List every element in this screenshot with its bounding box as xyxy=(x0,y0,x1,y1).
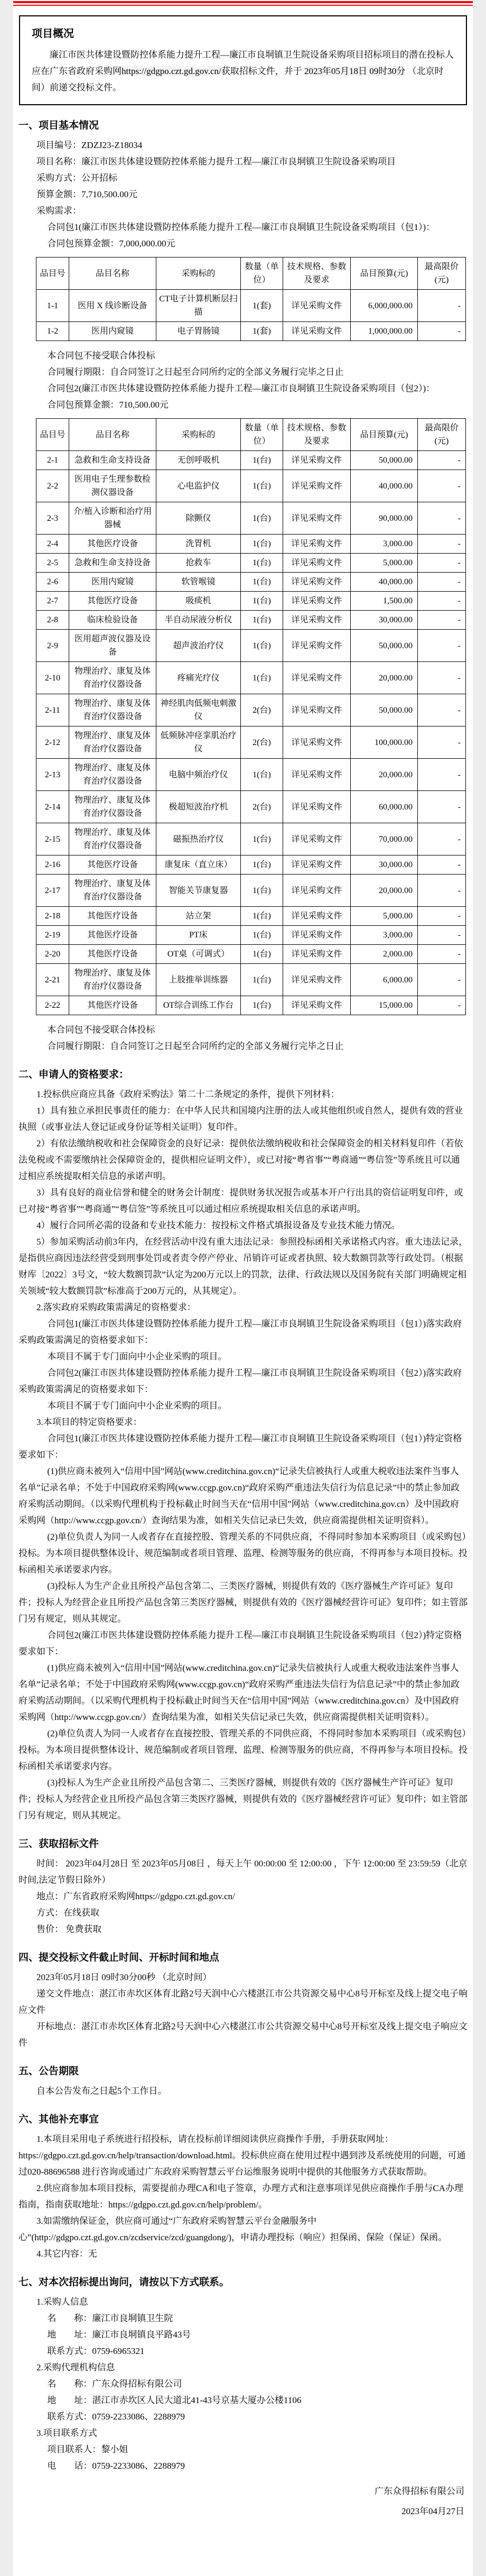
paragraph: 1）具有独立承担民事责任的能力：在中华人民共和国境内注册的法人或其他组织或自然人，提供有效的营业执照（或事业法人登记证或身份证等相关证明）复印件。 xyxy=(18,1106,463,1132)
item-spec: 详见采购文件 xyxy=(283,823,351,855)
item-name: 物理治疗、康复及体育治疗仪器设备 xyxy=(69,694,156,726)
item-spec: 详见采购文件 xyxy=(283,554,351,573)
item-no: 2-13 xyxy=(36,759,69,791)
item-name: 其他医疗设备 xyxy=(69,535,156,554)
item-no: 2-21 xyxy=(36,964,69,996)
item-spec: 详见采购文件 xyxy=(283,535,351,554)
paragraph: 合同包1(廉江市医共体建设暨防控体系能力提升工程—廉江市良垌镇卫生院设备采购项目（包1）)落实政府采购政策需满足的资格要求如下： xyxy=(18,1319,462,1345)
item-budget: 1,000,000.00 xyxy=(351,322,418,341)
paragraph: 开标地点：湛江市赤坎区体育北路2号天润中心六楼湛江市公共资源交易中心8号开标室及线上提交电子响应文件 xyxy=(18,2021,468,2048)
item-budget: 6,000.00 xyxy=(351,964,418,996)
item-no: 2-22 xyxy=(36,996,69,1015)
overview-text-part3: （北京时间）前递交投标文件。 xyxy=(32,66,444,93)
item-qty: 1(台) xyxy=(241,592,283,611)
item-budget: 50,000.00 xyxy=(351,630,418,662)
item-no: 2-1 xyxy=(36,451,69,470)
item-no: 2-3 xyxy=(36,502,69,535)
item-name: 医用 X 线诊断设备 xyxy=(69,290,156,322)
item-budget: 5,000.00 xyxy=(351,907,418,926)
item-name: 物理治疗、康复及体育治疗仪器设备 xyxy=(69,875,156,907)
column-header: 技术规格、参数及要求 xyxy=(283,419,351,451)
item-budget: 1,500.00 xyxy=(351,592,418,611)
section3-body xyxy=(18,1855,468,1937)
signature-block xyxy=(18,2481,468,2522)
item-no: 1-2 xyxy=(36,322,69,341)
procurement-site-url: https://gdgpo.czt.gd.gov.cn/ xyxy=(121,66,221,76)
paragraph: 合同包2(廉江市医共体建设暨防控体系能力提升工程—廉江市良垌镇卫生院设备采购项目（包2）)落实政府采购政策需满足的资格要求如下： xyxy=(18,1368,462,1394)
section1-heading: 一、项目基本情况 xyxy=(18,120,99,131)
overview-text-part2: 获取招标文件，并于 xyxy=(221,66,304,76)
paragraph: 2.采购代理机构信息 xyxy=(36,2362,115,2372)
column-header: 品目号 xyxy=(36,419,69,451)
item-qty: 1(台) xyxy=(241,759,283,791)
item-cap: - xyxy=(418,630,466,662)
item-spec: 详见采购文件 xyxy=(283,996,351,1015)
paragraph: 合同包2(廉江市医共体建设暨防控体系能力提升工程—廉江市良垌镇卫生院设备采购项目（包2）)特定资格要求如下： xyxy=(18,1630,462,1657)
paragraph: 2.供应商参加本项目投标，需要提前办理CA和电子签章，办理方式和注意事项详见供应商操作手册与CA办理指南，指南获取地址：https://gdgpo.czt.gd.gov.cn/help/problem/。 xyxy=(18,2183,463,2210)
item-budget: 40,000.00 xyxy=(351,470,418,502)
item-spec: 详见采购文件 xyxy=(283,470,351,502)
item-budget: 90,000.00 xyxy=(351,502,418,535)
section5-body xyxy=(18,2083,468,2099)
item-name: 物理治疗、康复及体育治疗仪器设备 xyxy=(69,823,156,855)
paragraph: 项目联系人：黎小姐 xyxy=(47,2444,128,2454)
item-qty: 1(套) xyxy=(241,290,283,322)
paragraph: 本项目不属于专门面向中小企业采购的项目。 xyxy=(47,1401,227,1411)
paragraph: 地点：广东省政府采购网https://gdgpo.czt.gd.gov.cn/ xyxy=(36,1891,235,1901)
column-header: 品目号 xyxy=(36,257,69,290)
item-budget: 5,000.00 xyxy=(351,554,418,573)
item-spec: 详见采购文件 xyxy=(283,964,351,996)
item-no: 2-5 xyxy=(36,554,69,573)
item-budget: 50,000.00 xyxy=(351,694,418,726)
item-target: 半自动尿液分析仪 xyxy=(156,611,241,630)
table-row xyxy=(36,907,466,926)
table-row xyxy=(36,502,466,535)
item-qty: 2(台) xyxy=(241,726,283,759)
item-no: 2-18 xyxy=(36,907,69,926)
item-no: 2-14 xyxy=(36,791,69,823)
item-target: 磁振热治疗仪 xyxy=(156,823,241,855)
item-cap: - xyxy=(418,945,466,964)
item-qty: 1(台) xyxy=(241,926,283,945)
table-row xyxy=(36,592,466,611)
item-no: 2-2 xyxy=(36,470,69,502)
item-name: 医用内窥镜 xyxy=(69,322,156,341)
item-target: 无创呼吸机 xyxy=(156,451,241,470)
item-target: OT综合训练工作台 xyxy=(156,996,241,1015)
item-target: 电子胃肠镜 xyxy=(156,322,241,341)
section2-heading: 二、申请人的资格要求： xyxy=(18,1069,129,1080)
item-budget: 3,000.00 xyxy=(351,535,418,554)
item-spec: 详见采购文件 xyxy=(283,759,351,791)
item-target: 康复床（直立床） xyxy=(156,855,241,875)
item-budget: 3,000.00 xyxy=(351,926,418,945)
item-spec: 详见采购文件 xyxy=(283,662,351,694)
paragraph: 方式：在线获取 xyxy=(36,1908,99,1918)
paragraph: 联系方式：0759-2233086、2288979 xyxy=(47,2412,185,2422)
item-qty: 1(台) xyxy=(241,823,283,855)
item-spec: 详见采购文件 xyxy=(283,726,351,759)
item-qty: 1(台) xyxy=(241,996,283,1015)
paragraph: 本合同包不接受联合体投标 xyxy=(47,1025,155,1035)
item-qty: 1(台) xyxy=(241,554,283,573)
paragraph: 合同履行期限：自合同签订之日起至合同所约定的全部义务履行完毕之日止 xyxy=(47,1041,344,1051)
paragraph: 联系方式：0759-6965321 xyxy=(47,2346,145,2356)
table-row xyxy=(36,535,466,554)
paragraph: 1.采购人信息 xyxy=(36,2297,88,2307)
table-row xyxy=(36,611,466,630)
item-spec: 详见采购文件 xyxy=(283,451,351,470)
column-header: 品目名称 xyxy=(69,419,156,451)
paragraph: 1.本项目采用电子系统进行招投标，请在投标前详细阅读供应商操作手册，手册获取网址：https://gdgpo.czt.gd.gov.cn/help/transaction/download.html。投标供应商在使用过程中遇到涉及系统使用的问题，可通过020-88696588 进行咨询或通过广东政府采购智慧云平台运维服务说明中提供的其他服务方式获取帮助。 xyxy=(18,2134,466,2177)
paragraph: 本合同包不接受联合体投标 xyxy=(47,351,155,361)
item-spec: 详见采购文件 xyxy=(283,592,351,611)
item-no: 2-7 xyxy=(36,592,69,611)
paragraph: 3.本项目的特定资格要求： xyxy=(36,1417,142,1427)
table-row xyxy=(36,554,466,573)
item-cap: - xyxy=(418,573,466,592)
item-name: 急救和生命支持设备 xyxy=(69,554,156,573)
item-no: 2-15 xyxy=(36,823,69,855)
item-name: 物理治疗、康复及体育治疗仪器设备 xyxy=(69,964,156,996)
item-no: 2-4 xyxy=(36,535,69,554)
table-row xyxy=(36,451,466,470)
item-target: 智能关节康复器 xyxy=(156,875,241,907)
top-red-rule-thin xyxy=(13,5,473,6)
item-cap: - xyxy=(418,907,466,926)
item-name: 其他医疗设备 xyxy=(69,592,156,611)
item-spec: 详见采购文件 xyxy=(283,875,351,907)
item-name: 物理治疗、康复及体育治疗仪器设备 xyxy=(69,726,156,759)
announcement-date: 2023年04月27日 xyxy=(401,2506,464,2516)
item-no: 2-12 xyxy=(36,726,69,759)
top-red-rule-thick xyxy=(13,1,473,3)
table-header-row xyxy=(36,419,466,451)
item-cap: - xyxy=(418,964,466,996)
table-row xyxy=(36,945,466,964)
item-budget: 50,000.00 xyxy=(351,451,418,470)
column-header: 最高限价(元) xyxy=(418,257,466,290)
item-cap: - xyxy=(418,451,466,470)
paragraph: 售价： 免费获取 xyxy=(36,1924,102,1934)
item-no: 2-20 xyxy=(36,945,69,964)
section4-heading: 四、提交投标文件截止时间、开标时间和地点 xyxy=(18,1952,220,1963)
paragraph: (2)单位负责人为同一人或者存在直接控股、管理关系的不同供应商，不得同时参加本采购项目（或采购包）投标。为本项目提供整体设计、规范编制或者项目管理、监理、检测等服务的供应商，不得再参与本项目投标。投标函相关承诺要求内容。 xyxy=(18,1728,468,1771)
item-qty: 1(台) xyxy=(241,875,283,907)
item-name: 医用电子生理参数检测仪器设备 xyxy=(69,470,156,502)
item-cap: - xyxy=(418,290,466,322)
section3-heading: 三、获取招标文件 xyxy=(18,1838,99,1850)
item-spec: 详见采购文件 xyxy=(283,573,351,592)
item-budget: 70,000.00 xyxy=(351,823,418,855)
item-qty: 2(台) xyxy=(241,694,283,726)
overview-text-part1: 廉江市医共体建设暨防控体系能力提升工程—廉江市良垌镇卫生院设备采购项目招标项目的潜在投标人应在广东省政府采购网 xyxy=(32,50,454,76)
item-cap: - xyxy=(418,611,466,630)
paragraph: (3)投标人为生产企业且所投产品包含第二、三类医疗器械，则提供有效的《医疗器械生产许可证》复印件；投标人为经营企业且所投产品包含第三类医疗器械，则提供有效的《医疗器械经营许可证》复印件；如主管部门另有规定，则从其规定。 xyxy=(18,1778,468,1820)
item-budget: 6,000,000.00 xyxy=(351,290,418,322)
paragraph: 合同履行期限：自合同签订之日起至合同所约定的全部义务履行完毕之日止 xyxy=(47,367,344,377)
item-name: 介/植入诊断和治疗用器械 xyxy=(69,502,156,535)
section1-intro xyxy=(18,137,468,252)
item-no: 2-10 xyxy=(36,662,69,694)
table-row xyxy=(36,875,466,907)
table-row xyxy=(36,573,466,592)
item-qty: 1(台) xyxy=(241,945,283,964)
table-row xyxy=(36,823,466,855)
paragraph: 2023年05月18日 09时30分00秒 （北京时间） xyxy=(36,1972,212,1982)
paragraph: 项目名称：廉江市医共体建设暨防控体系能力提升工程—廉江市良垌镇卫生院设备采购项目 xyxy=(36,157,396,167)
paragraph: 自本公告发布之日起5个工作日。 xyxy=(36,2086,167,2096)
paragraph: 时间： 2023年04月28日 至 2023年05月08日 ，每天上午 00:00:00 至 12:00:00 ，下午 12:00:00 至 23:59:59（北京时间,法定节假日除外） xyxy=(18,1859,468,1885)
paragraph: 3.如需缴纳保证金，供应商可通过“广东政府采购智慧云平台金融服务中心”(http://gdgpo.czt.gd.gov.cn/zcdservice/zcd/guangdong/)，申请办理投标（响应）担保函、保险（保证）保函。 xyxy=(18,2216,447,2242)
item-spec: 详见采购文件 xyxy=(283,945,351,964)
item-spec: 详见采购文件 xyxy=(283,630,351,662)
item-qty: 1(台) xyxy=(241,662,283,694)
paragraph: 合同包2(廉江市医共体建设暨防控体系能力提升工程—廉江市良垌镇卫生院设备采购项目（包2）)： xyxy=(47,383,435,393)
paragraph: 采购方式：公开招标 xyxy=(36,173,117,183)
table-header-row xyxy=(36,257,466,290)
paragraph: (3)投标人为生产企业且所投产品包含第二、三类医疗器械，则提供有效的《医疗器械生产许可证》复印件；投标人为经营企业且所投产品包含第三类医疗器械，则提供有效的《医疗器械经营许可证》复印件；如主管部门另有规定，则从其规定。 xyxy=(18,1581,468,1624)
item-target: 超声波治疗仪 xyxy=(156,630,241,662)
item-budget: 30,000.00 xyxy=(351,855,418,875)
table-row xyxy=(36,694,466,726)
item-target: 电脑中频治疗仪 xyxy=(156,759,241,791)
item-cap: - xyxy=(418,662,466,694)
item-no: 2-19 xyxy=(36,926,69,945)
table-row xyxy=(36,791,466,823)
paragraph: 2.落实政府采购政策需满足的资格要求： xyxy=(36,1302,196,1312)
table-row xyxy=(36,926,466,945)
item-budget: 20,000.00 xyxy=(351,662,418,694)
item-no: 1-1 xyxy=(36,290,69,322)
item-cap: - xyxy=(418,726,466,759)
item-cap: - xyxy=(418,926,466,945)
paragraph: 名 称：廉江市良垌镇卫生院 xyxy=(47,2313,173,2323)
agency-signature: 广东众得招标有限公司 xyxy=(375,2486,464,2496)
column-header: 技术规格、参数及要求 xyxy=(283,257,351,290)
item-target: 低频脉冲痉挛肌治疗仪 xyxy=(156,726,241,759)
package1-items-table xyxy=(36,257,466,341)
paragraph: 预算金额：7,710,500.00元 xyxy=(36,189,138,199)
item-qty: 1(套) xyxy=(241,322,283,341)
paragraph: 项目编号：ZDZJ23-Z18034 xyxy=(36,140,143,150)
item-budget: 100,000.00 xyxy=(351,726,418,759)
item-qty: 2(台) xyxy=(241,791,283,823)
item-target: 软管喉镜 xyxy=(156,573,241,592)
item-name: 其他医疗设备 xyxy=(69,996,156,1015)
item-budget: 60,000.00 xyxy=(351,791,418,823)
item-cap: - xyxy=(418,592,466,611)
item-name: 其他医疗设备 xyxy=(69,926,156,945)
item-spec: 详见采购文件 xyxy=(283,855,351,875)
item-target: 神经肌肉低频电刺激仪 xyxy=(156,694,241,726)
item-qty: 1(台) xyxy=(241,964,283,996)
item-spec: 详见采购文件 xyxy=(283,907,351,926)
item-target: 疼痛光疗仪 xyxy=(156,662,241,694)
document-body xyxy=(13,15,473,2522)
item-name: 临床检验设备 xyxy=(69,611,156,630)
item-cap: - xyxy=(418,694,466,726)
item-qty: 1(台) xyxy=(241,451,283,470)
item-budget: 40,000.00 xyxy=(351,573,418,592)
column-header: 最高限价(元) xyxy=(418,419,466,451)
item-cap: - xyxy=(418,759,466,791)
item-spec: 详见采购文件 xyxy=(283,502,351,535)
item-cap: - xyxy=(418,855,466,875)
item-no: 2-17 xyxy=(36,875,69,907)
item-cap: - xyxy=(418,823,466,855)
item-qty: 1(台) xyxy=(241,535,283,554)
item-budget: 30,000.00 xyxy=(351,611,418,630)
item-qty: 1(台) xyxy=(241,855,283,875)
item-name: 物理治疗、康复及体育治疗仪器设备 xyxy=(69,662,156,694)
paragraph: 4.其它内容：无 xyxy=(36,2249,97,2259)
paragraph: 合同包1(廉江市医共体建设暨防控体系能力提升工程—廉江市良垌镇卫生院设备采购项目（包1）)： xyxy=(47,222,435,232)
table-row xyxy=(36,726,466,759)
paragraph: 5）参加采购活动前3年内，在经营活动中没有重大违法记录：参照投标函相关承诺格式内容。重大违法记录，是指供应商因违法经营受到刑事处罚或者责令停产停业、吊销许可证或者执照、较大数额罚款等行政处罚。（根据财库〔2022〕3号文，“较大数额罚款”认定为200万元以上的罚款，法律、行政法规以及国务院有关部门明确规定相关领域“较大数额罚款”标准高于200万元的，从其规定）。 xyxy=(18,1237,468,1296)
item-target: 上肢推举训练器 xyxy=(156,964,241,996)
section6-heading: 六、其他补充事宜 xyxy=(18,2114,99,2125)
paragraph: 地 址：湛江市赤坎区人民大道北41-43号京基大厦办公楼1106 xyxy=(47,2395,302,2405)
item-qty: 1(台) xyxy=(241,573,283,592)
item-no: 2-11 xyxy=(36,694,69,726)
item-cap: - xyxy=(418,502,466,535)
paragraph: 1.投标供应商应具备《政府采购法》第二十二条规定的条件，提供下列材料： xyxy=(36,1089,340,1099)
item-target: 抢救车 xyxy=(156,554,241,573)
item-target: 心电监护仪 xyxy=(156,470,241,502)
item-spec: 详见采购文件 xyxy=(283,611,351,630)
column-header: 采购标的 xyxy=(156,419,241,451)
paragraph: (1)供应商未被列入“信用中国”网站(www.creditchina.gov.cn)“记录失信被执行人或重大税收违法案件当事人名单”记录名单；不处于中国政府采购网(www.ccgp.gov.cn)“政府采购严重违法失信行为信息记录”中的禁止参加政府采购活动期间。（以采购代理机构于投标截止时间当天在“信用中国”网站（www.creditchina.gov.cn）及中国政府采购网（http://www.ccgp.gov.cn/）查询结果为准，如相关失信记录已失效，供应商需提供相关证明资料）。 xyxy=(18,1663,460,1722)
item-target: OT桌（可调式） xyxy=(156,945,241,964)
overview-text xyxy=(32,47,454,96)
bid-deadline-datetime: 2023年05月18日 09时30分 xyxy=(304,66,406,76)
item-cap: - xyxy=(418,875,466,907)
paragraph: 递交文件地点：湛江市赤坎区体育北路2号天润中心六楼湛江市公共资源交易中心8号开标室及线上提交电子响应文件 xyxy=(18,1989,468,2015)
section1-between xyxy=(18,347,468,413)
item-spec: 详见采购文件 xyxy=(283,322,351,341)
paragraph: 合同包预算金额：7,000,000.00元 xyxy=(47,238,175,249)
column-header: 采购标的 xyxy=(156,257,241,290)
item-spec: 详见采购文件 xyxy=(283,791,351,823)
paragraph: 合同包预算金额：710,500.00元 xyxy=(47,400,169,410)
item-cap: - xyxy=(418,470,466,502)
section6-body xyxy=(18,2131,468,2262)
item-qty: 1(台) xyxy=(241,630,283,662)
column-header: 品目预算(元) xyxy=(351,257,418,290)
table-row xyxy=(36,470,466,502)
section4-body xyxy=(18,1969,468,2051)
item-cap: - xyxy=(418,791,466,823)
item-name: 医用内窥镜 xyxy=(69,573,156,592)
paragraph: 本项目不属于专门面向中小企业采购的项目。 xyxy=(47,1351,227,1361)
item-name: 医用超声波仪器及设备 xyxy=(69,630,156,662)
paragraph: 4）履行合同所必需的设备和专业技术能力：按投标文件格式填报设备及专业技术能力情况。 xyxy=(36,1220,400,1230)
section7-heading: 七、对本次招标提出询问，请按以下方式联系。 xyxy=(18,2277,230,2288)
item-target: 吸痰机 xyxy=(156,592,241,611)
item-spec: 详见采购文件 xyxy=(283,290,351,322)
document-page xyxy=(13,0,473,2576)
item-qty: 1(台) xyxy=(241,470,283,502)
paragraph: 2）有依法缴纳税收和社会保障资金的良好记录：提供依法缴纳税收和社会保障资金的相关材料复印件（若依法免税或不需要缴纳社会保障资金的，提供相应证明文件），或已对接“粤省事”“粤商通”“粤信签”等系统且可以通过相应系统提取相关信息的承诺声明。 xyxy=(18,1138,463,1181)
column-header: 数量（单位） xyxy=(241,257,283,290)
item-budget: 20,000.00 xyxy=(351,875,418,907)
item-cap: - xyxy=(418,554,466,573)
paragraph: (2)单位负责人为同一人或者存在直接控股、管理关系的不同供应商，不得同时参加本采购项目（或采购包）投标。为本项目提供整体设计、规范编制或者项目管理、监理、检测等服务的供应商，不得再参与本项目投标。投标函相关承诺要求内容。 xyxy=(18,1532,468,1575)
item-cap: - xyxy=(418,996,466,1015)
item-name: 物理治疗、康复及体育治疗仪器设备 xyxy=(69,791,156,823)
table-row xyxy=(36,964,466,996)
table-row xyxy=(36,662,466,694)
section1-after xyxy=(18,1022,468,1054)
item-target: 洗胃机 xyxy=(156,535,241,554)
item-target: CT电子计算机断层扫描 xyxy=(156,290,241,322)
item-target: 除颤仪 xyxy=(156,502,241,535)
paragraph: 电 话：0759-2233086、2288979 xyxy=(47,2461,185,2471)
item-name: 其他医疗设备 xyxy=(69,855,156,875)
section5-heading: 五、公告期限 xyxy=(18,2066,79,2077)
item-budget: 15,000.00 xyxy=(351,996,418,1015)
item-no: 2-6 xyxy=(36,573,69,592)
paragraph: 名 称：广东众得招标有限公司 xyxy=(47,2379,182,2389)
column-header: 数量（单位） xyxy=(241,419,283,451)
item-qty: 1(台) xyxy=(241,907,283,926)
table-row xyxy=(36,322,466,341)
paragraph: 合同包1(廉江市医共体建设暨防控体系能力提升工程—廉江市良垌镇卫生院设备采购项目（包1）)特定资格要求如下： xyxy=(18,1433,462,1460)
item-name: 物理治疗、康复及体育治疗仪器设备 xyxy=(69,759,156,791)
item-target: 站立架 xyxy=(156,907,241,926)
overview-title: 项目概况 xyxy=(32,28,74,40)
paragraph: 采购需求： xyxy=(36,206,81,216)
table-row xyxy=(36,759,466,791)
table-row xyxy=(36,290,466,322)
item-no: 2-9 xyxy=(36,630,69,662)
item-budget: 2,000.00 xyxy=(351,945,418,964)
item-budget: 20,000.00 xyxy=(351,759,418,791)
paragraph: (1)供应商未被列入“信用中国”网站(www.creditchina.gov.cn)“记录失信被执行人或重大税收违法案件当事人名单”记录名单；不处于中国政府采购网(www.ccgp.gov.cn)“政府采购严重违法失信行为信息记录”中的禁止参加政府采购活动期间。（以采购代理机构于投标截止时间当天在“信用中国”网站（www.creditchina.gov.cn）及中国政府采购网（http://www.ccgp.gov.cn/）查询结果为准，如相关失信记录已失效，供应商需提供相关证明资料）。 xyxy=(18,1466,460,1525)
item-qty: 1(台) xyxy=(241,502,283,535)
item-name: 其他医疗设备 xyxy=(69,945,156,964)
item-cap: - xyxy=(418,322,466,341)
item-target: 极超短波治疗机 xyxy=(156,791,241,823)
section2-body xyxy=(18,1086,468,1824)
paragraph: 3.项目联系方式 xyxy=(36,2428,97,2438)
table-row xyxy=(36,855,466,875)
column-header: 品目名称 xyxy=(69,257,156,290)
item-name: 其他医疗设备 xyxy=(69,907,156,926)
package2-items-table xyxy=(36,418,466,1015)
item-no: 2-16 xyxy=(36,855,69,875)
paragraph: 地 址：廉江市良垌镇良平路43号 xyxy=(47,2330,191,2340)
item-spec: 详见采购文件 xyxy=(283,926,351,945)
table-row xyxy=(36,630,466,662)
item-name: 急救和生命支持设备 xyxy=(69,451,156,470)
paragraph: 3）具有良好的商业信誉和健全的财务会计制度：提供财务状况报告或基本开户行出具的资信证明复印件，或已对接“粤省事”“粤商通”“粤信签”等系统且可以通过相应系统提取相关信息的承诺声明。 xyxy=(18,1188,463,1214)
item-cap: - xyxy=(418,535,466,554)
section7-body xyxy=(18,2294,468,2474)
item-no: 2-8 xyxy=(36,611,69,630)
column-header: 品目预算(元) xyxy=(351,419,418,451)
table-row xyxy=(36,996,466,1015)
item-target: PT床 xyxy=(156,926,241,945)
item-spec: 详见采购文件 xyxy=(283,694,351,726)
project-overview-box xyxy=(19,15,467,105)
item-qty: 1(台) xyxy=(241,611,283,630)
